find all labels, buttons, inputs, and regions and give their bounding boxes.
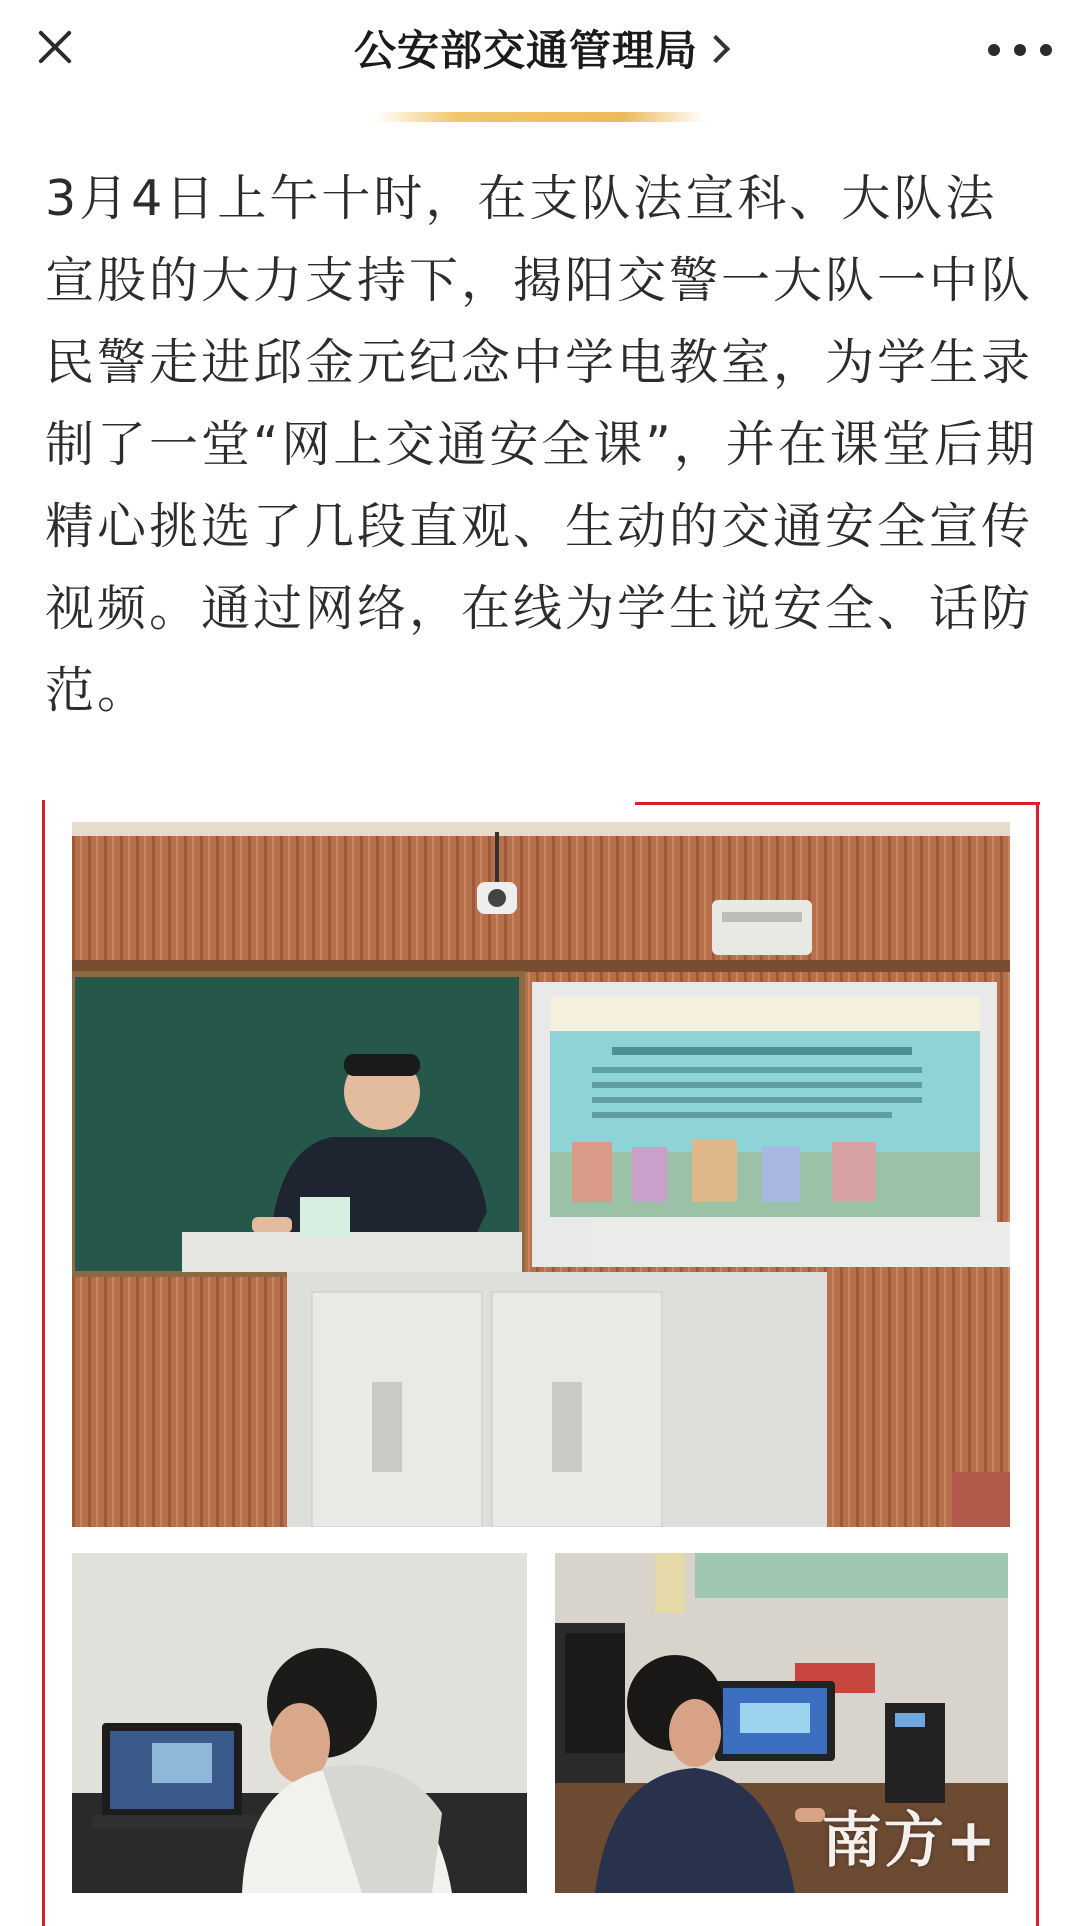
account-title: 公安部交通管理局 [353,26,698,75]
more-dots-icon[interactable] [988,32,1052,68]
top-bar [0,0,1080,100]
student-laptop-photo-2[interactable] [555,1553,1008,1893]
classroom-photo[interactable] [72,822,1010,1527]
watermark-logo: 南方+ [821,1806,998,1876]
frame-border-right [1036,802,1039,1926]
title-underline [375,112,705,122]
student-laptop-photo-1[interactable] [72,1553,527,1893]
frame-border-top [635,802,1040,805]
article-paragraph: 3月4日上午十时，在支队法宣科、大队法宣股的大力支持下，揭阳交警一大队一中队民警走进邱金元纪念中学电教室，为学生录制了一堂“网上交通安全课”，并在课堂后期精心挑选了几段直观、生动的交通安全宣传视频。通过网络，在线为学生说安全、话防范。 [45,170,1038,719]
chevron-right-icon [702,35,730,63]
frame-border-left [42,800,45,1926]
account-title-link[interactable] [200,18,880,78]
close-icon[interactable] [30,22,80,72]
